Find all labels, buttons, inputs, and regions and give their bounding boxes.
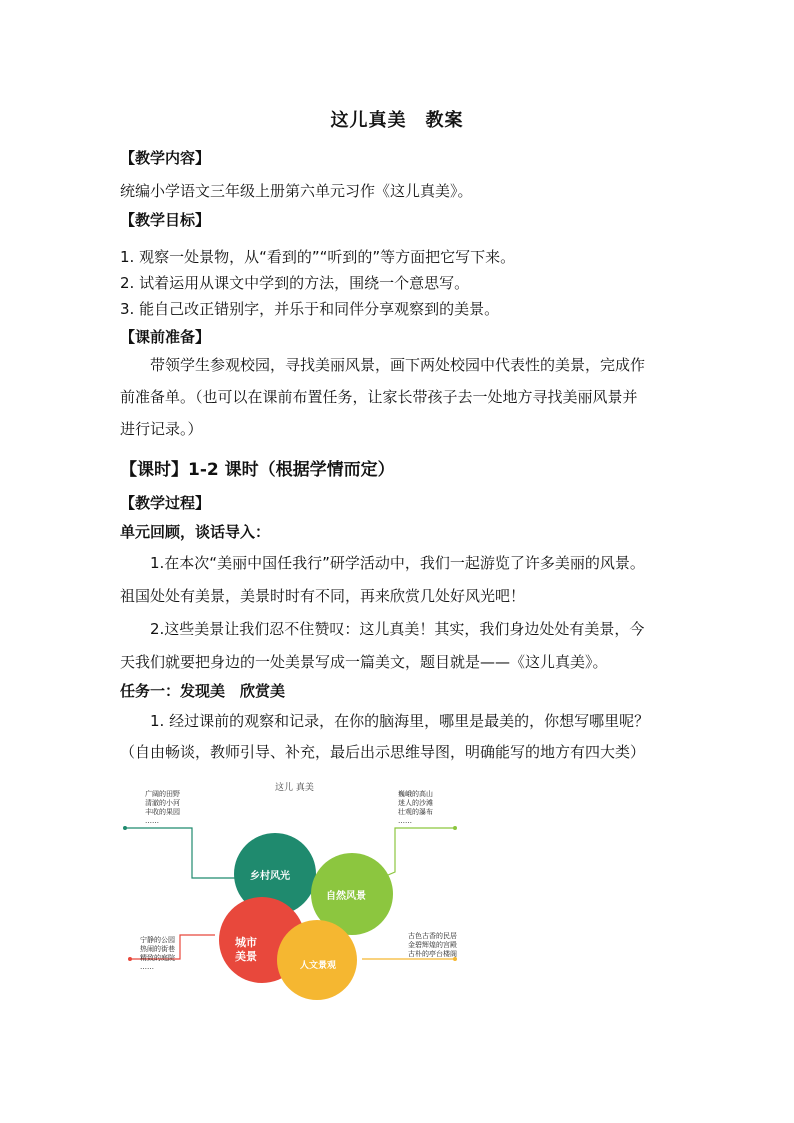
- process-heading: 【教学过程】: [120, 494, 211, 512]
- connector-dot: [123, 826, 127, 830]
- note-text: ……: [145, 817, 159, 825]
- task1-line: 1. 经过课前的观察和记录，在你的脑海里，哪里是最美的，你想写哪里呢？: [150, 712, 650, 730]
- circle-label-rural: 乡村风光: [250, 871, 290, 882]
- note-text: 热闹的街巷: [140, 945, 175, 953]
- review-line: 1.在本次“美丽中国任我行”研学活动中，我们一起游览了许多美丽的风景。: [150, 554, 645, 572]
- prep-heading: 【课前准备】: [120, 328, 211, 346]
- connector-dot: [128, 957, 132, 961]
- note-text: 古色古香的民居: [408, 932, 457, 940]
- connector-line: [125, 828, 240, 878]
- note-text: 清澈的小河: [145, 799, 180, 807]
- task1-heading: 任务一：发现美 欣赏美: [120, 682, 286, 700]
- review-heading: 单元回顾，谈话导入：: [120, 523, 271, 541]
- note-text: 壮观的瀑布: [398, 808, 433, 816]
- circle-label-nature: 自然风景: [326, 891, 366, 902]
- note-text: 迷人的沙滩: [398, 799, 433, 807]
- review-line: 2.这些美景让我们忍不住赞叹：这儿真美！其实，我们身边处处有美景，今: [150, 620, 645, 638]
- prep-line: 前准备单。（也可以在课前布置任务，让家长带孩子去一处地方寻找美丽风景并: [120, 388, 638, 406]
- note-text: 宁静的公园: [140, 936, 175, 944]
- prep-line: 带领学生参观校园，寻找美丽风景，画下两处校园中代表性的美景，完成作: [150, 356, 646, 374]
- note-text: ……: [398, 817, 412, 825]
- period-heading: 【课时】1-2 课时（根据学情而定）: [120, 460, 395, 480]
- mindmap-title: 这儿 真美: [275, 783, 314, 793]
- task1-line: （自由畅谈，教师引导、补充，最后出示思维导图，明确能写的地方有四大类）: [120, 743, 646, 761]
- note-text: 巍峨的高山: [398, 790, 433, 798]
- circle-culture: [277, 920, 357, 1000]
- goals-heading: 【教学目标】: [120, 211, 211, 229]
- review-line: 天我们就要把身边的一处美景写成一篇美文，题目就是——《这儿真美》。: [120, 653, 608, 671]
- goal-item: 3. 能自己改正错别字，并乐于和同伴分享观察到的美景。: [120, 300, 500, 318]
- note-text: 广阔的田野: [145, 790, 180, 798]
- goal-item: 1. 观察一处景物，从“看到的”“听到的”等方面把它写下来。: [120, 248, 516, 266]
- mind-map: [120, 772, 480, 1007]
- circle-label-city: 城市美景: [235, 936, 257, 963]
- note-text: 古朴的亭台楼阁: [408, 950, 457, 958]
- circle-label-culture: 人文景观: [300, 961, 337, 971]
- prep-line: 进行记录。）: [120, 420, 203, 438]
- note-text: 精致的庭院: [140, 954, 175, 962]
- review-line: 祖国处处有美景，美景时时有不同，再来欣赏几处好风光吧！: [120, 587, 526, 605]
- content-text: 统编小学语文三年级上册第六单元习作《这儿真美》。: [120, 182, 473, 200]
- document-title: 这儿真美 教案: [330, 110, 464, 131]
- note-text: 丰收的果园: [145, 808, 180, 816]
- note-text: ……: [140, 963, 154, 971]
- connector-dot: [453, 826, 457, 830]
- goal-item: 2. 试着运用从课文中学到的方法，围绕一个意思写。: [120, 274, 470, 292]
- content-heading: 【教学内容】: [120, 149, 211, 167]
- note-text: 金碧辉煌的宫殿: [408, 941, 457, 949]
